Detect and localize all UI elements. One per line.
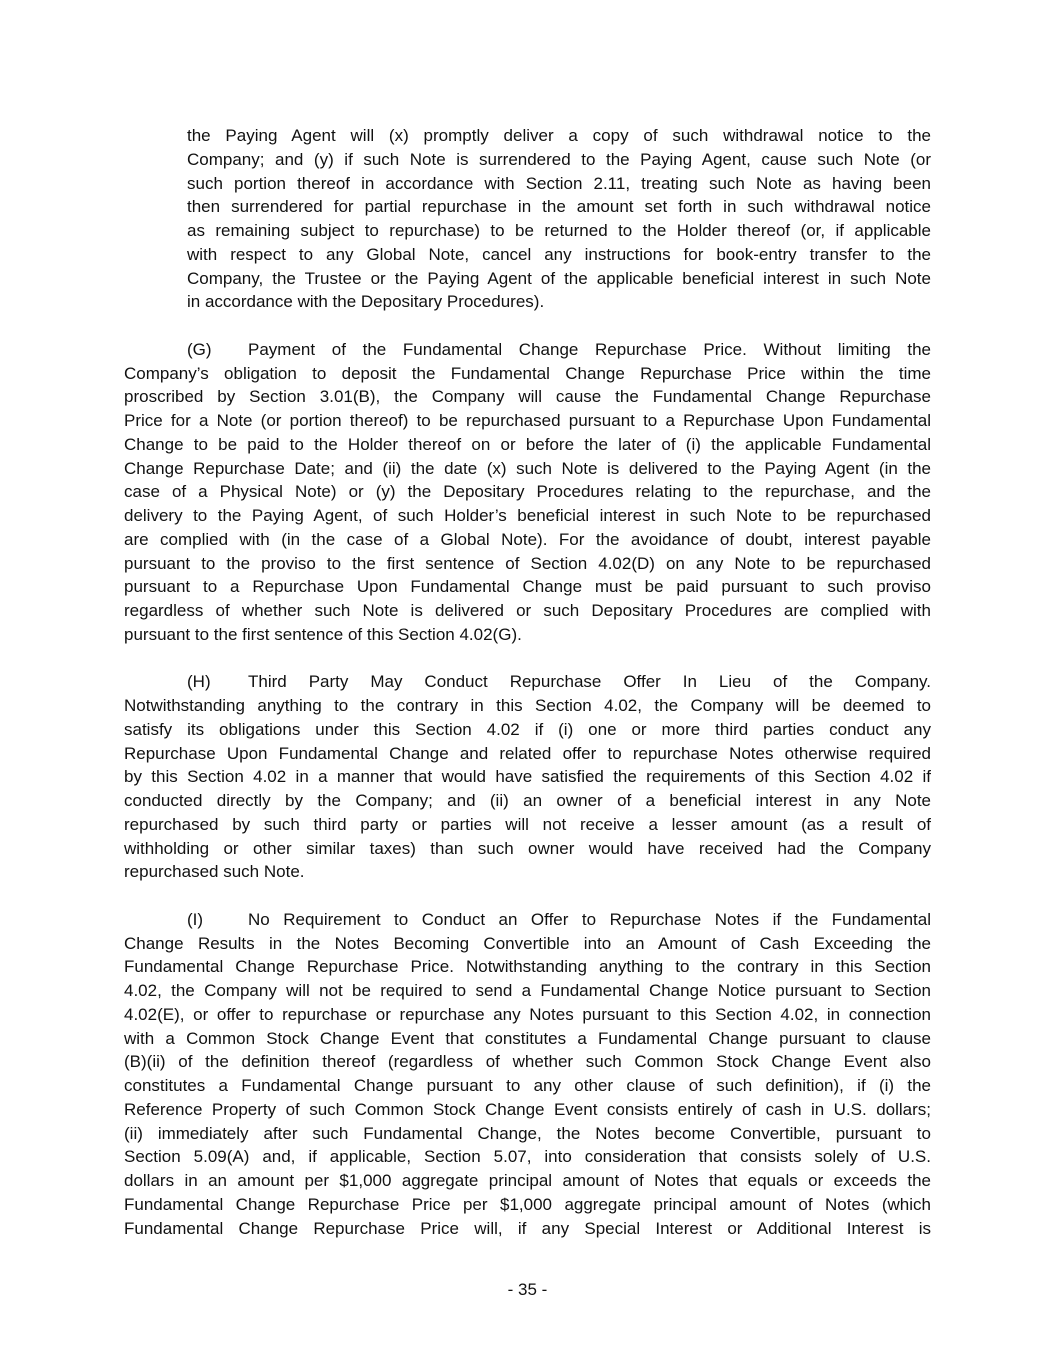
text-line: regardless of whether such Note is delivered or such Depositary Procedures are complied with [124,601,931,620]
text-line: 4.02, the Company will not be required to send a Fundamental Change Notice pursuant to Section [124,981,931,1000]
paragraph-G [124,338,931,647]
text-line: Change Results in the Notes Becoming Convertible into an Amount of Cash Exceeding the [124,933,931,953]
text-line: Company, the Trustee or the Paying Agent of the applicable beneficial interest in such Note [187,268,931,288]
text-line: with respect to any Global Note, cancel any instructions for book-entry transfer to the [187,244,931,264]
text-line: withholding or other similar taxes) than such owner would have received had the Company [124,838,931,858]
text-line: Change to be paid to the Holder thereof on or before the later of (i) the applicable Fundamental [124,434,931,454]
text-line: 4.02(E), or offer to repurchase or repurchase any Notes pursuant to this Section 4.02, in connection [124,1004,931,1024]
text-line: Fundamental Change Repurchase Price. Notwithstanding anything to the contrary in this Section [124,957,931,977]
text-line: (ii) immediately after such Fundamental Change, the Notes become Convertible, pursuant to [124,1123,931,1143]
text-line: pursuant to the first sentence of this Section 4.02(G). [124,624,522,644]
section-heading-text: Payment of the Fundamental Change Repurchase Price. Without limiting the [248,339,931,359]
text-line: conducted directly by the Company; and (ii) an owner of a beneficial interest in any Note [124,791,931,810]
text-line: pursuant to the proviso to the first sentence of Section 4.02(D) on any Note to be repurchased [124,553,931,573]
paragraph-H [124,670,931,884]
text-line: as remaining subject to repurchase) to be returned to the Holder thereof (or, if applicable [187,221,931,240]
text-line: repurchased such Note. [124,862,305,882]
paragraph-heading-line [124,908,931,932]
text-line: Company’s obligation to deposit the Fundamental Change Repurchase Price within the time [124,363,931,383]
paragraph-I [124,908,931,1241]
text-line: Section 5.09(A) and, if applicable, Section 5.07, into consideration that consists solely of U.S. [124,1147,931,1167]
text-line: pursuant to a Repurchase Upon Fundamental Change must be paid pursuant to such proviso [124,577,931,597]
text-line: Change Repurchase Date; and (ii) the date (x) such Note is delivered to the Paying Agent (in the [124,458,931,478]
text-line: Company; and (y) if such Note is surrendered to the Paying Agent, cause such Note (or [187,149,931,169]
text-line: with a Common Stock Change Event that constitutes a Fundamental Change pursuant to clause [124,1028,931,1048]
text-line: then surrendered for partial repurchase in the amount set forth in such withdrawal notice [187,197,931,217]
text-line: Fundamental Change Repurchase Price per $1,000 aggregate principal amount of Notes (which [124,1194,931,1214]
section-label: (I) [187,909,204,929]
text-line: delivery to the Paying Agent, of such Holder’s beneficial interest in such Note to be repurchased [124,506,931,525]
text-line: Repurchase Upon Fundamental Change and related offer to repurchase Notes otherwise required [124,743,931,763]
text-line: case of a Physical Note) or (y) the Depositary Procedures relating to the repurchase, and the [124,482,931,502]
page-number: - 35 - [507,1280,548,1299]
section-heading-text: No Requirement to Conduct an Offer to Repurchase Notes if the Fundamental [248,909,931,929]
section-heading-text: Third Party May Conduct Repurchase Offer In Lieu of the Company. [248,672,931,692]
text-line: Reference Property of such Common Stock Change Event consists entirely of cash in U.S. dollars; [124,1099,931,1119]
section-label: (H) [187,672,211,692]
text-line: the Paying Agent will (x) promptly deliver a copy of such withdrawal notice to the [187,126,931,145]
text-line: Price for a Note (or portion thereof) to be repurchased pursuant to a Repurchase Upon Fundamental [124,411,931,430]
text-line: are complied with (in the case of a Global Note). For the avoidance of doubt, interest payable [124,529,931,549]
text-line: (B)(ii) of the definition thereof (regardless of whether such Common Stock Change Event also [124,1052,931,1072]
document-body [124,124,931,1264]
paragraph-heading-line [124,670,931,694]
text-line: such portion thereof in accordance with Section 2.11, treating such Note as having been [187,173,931,193]
section-label: (G) [187,339,212,359]
text-line: repurchased by such third party or parties will not receive a lesser amount (as a result of [124,814,931,834]
text-line: proscribed by Section 3.01(B), the Company will cause the Fundamental Change Repurchase [124,387,931,407]
text-line: Notwithstanding anything to the contrary in this Section 4.02, the Company will be deemed to [124,696,931,715]
text-line: Fundamental Change Repurchase Price will, if any Special Interest or Additional Interest is [124,1218,931,1238]
paragraph-heading-line [124,338,931,362]
text-line: dollars in an amount per $1,000 aggregate principal amount of Notes that equals or exceeds the [124,1171,931,1190]
text-line: satisfy its obligations under this Section 4.02 if (i) one or more third parties conduct any [124,719,931,739]
text-line: in accordance with the Depositary Procedures). [187,292,545,312]
paragraph-continuation [124,124,931,314]
text-line: constitutes a Fundamental Change pursuant to any other clause of such definition), if (i) the [124,1076,931,1095]
text-line: by this Section 4.02 in a manner that would have satisfied the requirements of this Section 4.02 if [124,767,931,787]
